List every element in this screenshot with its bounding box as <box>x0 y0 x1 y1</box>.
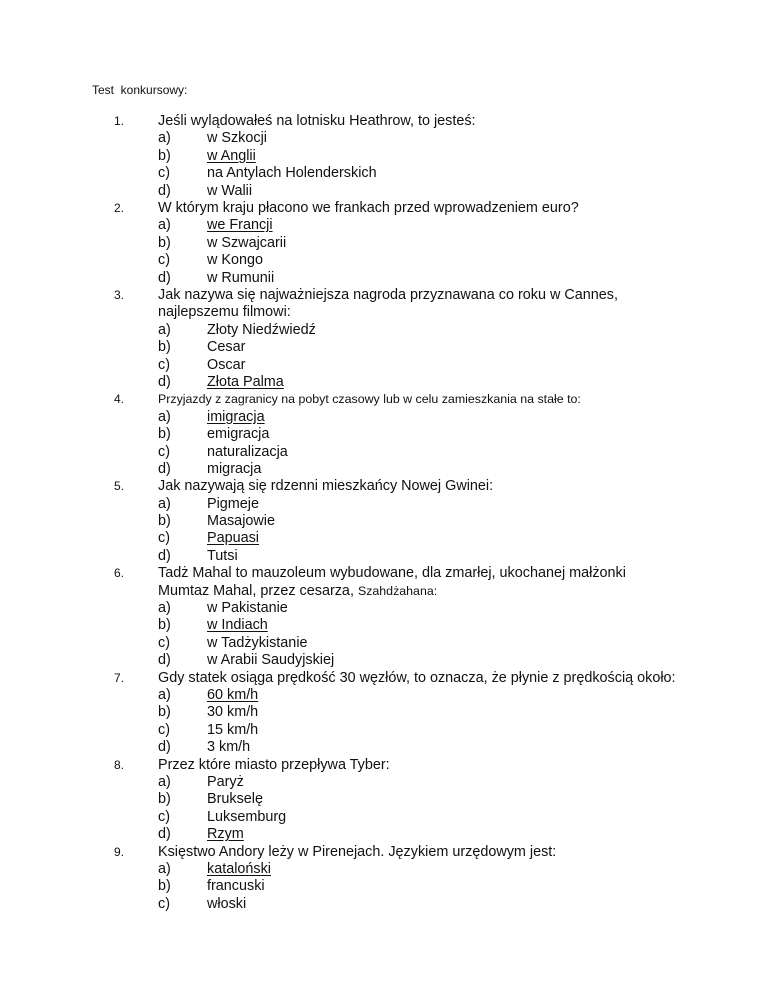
question-9 <box>0 844 768 914</box>
question-text-line: W którym kraju płacono we frankach przed wprowadzeniem euro? <box>158 199 579 216</box>
answer-option <box>0 826 768 843</box>
question-6 <box>0 565 768 669</box>
option-letter: c) <box>158 252 170 269</box>
option-text: Paryż <box>207 774 244 790</box>
option-text: Masajowie <box>207 513 275 530</box>
answer-option <box>0 548 768 565</box>
option-letter: a) <box>158 217 171 234</box>
option-text-correct: Złota Palma <box>207 373 284 390</box>
option-letter: a) <box>158 495 171 512</box>
option-text: w Pakistanie <box>207 600 288 617</box>
answer-option <box>0 426 768 443</box>
question-list <box>0 113 768 913</box>
answer-option <box>0 322 768 339</box>
answer-option <box>0 739 768 756</box>
question-4 <box>0 391 768 478</box>
question-text-line-2: Mumtaz Mahal, przez cesarza, <box>158 582 358 599</box>
answer-option <box>0 652 768 669</box>
option-letter: d) <box>158 460 171 477</box>
option-text-correct: w Anglii <box>207 147 256 164</box>
option-text: w Kongo <box>207 252 264 269</box>
question-text <box>158 844 758 861</box>
option-text: emigracja <box>207 426 270 443</box>
option-letter: c) <box>158 634 170 651</box>
option-letter: c) <box>158 895 170 912</box>
question-text <box>158 287 758 322</box>
question-number: 3. <box>114 287 125 302</box>
question-2 <box>0 200 768 287</box>
option-text-correct: w Indiach <box>207 617 268 634</box>
answer-option <box>0 183 768 200</box>
option-letter: d) <box>158 826 171 843</box>
question-text-line: Gdy statek osiąga prędkość 30 węzłów, to oznacza, że płynie z prędkością około: <box>158 669 676 686</box>
question-8 <box>0 757 768 844</box>
option-letter: c) <box>158 356 170 373</box>
answer-option <box>0 130 768 147</box>
answer-option <box>0 687 768 704</box>
option-text: Cesar <box>207 339 246 356</box>
answer-option <box>0 774 768 791</box>
option-text: w Szkocji <box>207 130 267 147</box>
answer-option <box>0 270 768 287</box>
option-letter: b) <box>158 234 171 251</box>
answer-option <box>0 513 768 530</box>
option-letter: a) <box>158 600 171 617</box>
option-text: w Rumunii <box>207 269 275 286</box>
answer-option <box>0 635 768 652</box>
question-number: 2. <box>114 200 125 215</box>
option-text: Brukselę <box>207 791 263 808</box>
question-text <box>158 391 758 408</box>
option-letter: d) <box>158 652 171 669</box>
question-text <box>158 757 758 774</box>
answer-option <box>0 791 768 808</box>
option-text: w Walii <box>207 182 253 199</box>
option-text: migracja <box>207 460 262 477</box>
option-text: Tutsi <box>207 547 238 564</box>
question-text-line: Jeśli wylądowałeś na lotnisku Heathrow, to jesteś: <box>158 113 476 129</box>
option-text: 3 km/h <box>207 739 251 756</box>
option-text: Złoty Niedźwiedź <box>207 321 316 338</box>
page-title: Test konkursowy: <box>92 83 188 97</box>
option-text-correct: imigracja <box>207 408 265 425</box>
answer-option <box>0 217 768 234</box>
option-letter: b) <box>158 878 171 895</box>
question-5 <box>0 478 768 565</box>
question-number: 7. <box>114 670 125 685</box>
question-text-emphasis: Szahdżahana: <box>357 583 438 598</box>
option-text: w Szwajcarii <box>207 234 287 251</box>
option-text: francuski <box>207 878 265 895</box>
option-letter: d) <box>158 373 171 390</box>
option-text: w Tadżykistanie <box>207 634 308 651</box>
answer-option <box>0 409 768 426</box>
answer-option <box>0 357 768 374</box>
answer-option <box>0 722 768 739</box>
answer-option <box>0 461 768 478</box>
answer-option <box>0 148 768 165</box>
option-text: włoski <box>207 895 247 912</box>
option-text-correct: 60 km/h <box>207 687 259 704</box>
option-letter: a) <box>158 860 171 877</box>
option-text-correct: we Francji <box>207 217 273 234</box>
option-letter: c) <box>158 443 170 460</box>
option-letter: b) <box>158 513 171 530</box>
option-text: Oscar <box>207 356 246 373</box>
question-text <box>158 113 758 130</box>
question-number: 6. <box>114 566 125 581</box>
answer-option <box>0 165 768 182</box>
option-text: Luksemburg <box>207 808 287 825</box>
question-number: 5. <box>114 479 125 494</box>
option-text: 15 km/h <box>207 721 259 738</box>
answer-option <box>0 252 768 269</box>
option-letter: d) <box>158 269 171 286</box>
answer-option <box>0 374 768 391</box>
question-7 <box>0 670 768 757</box>
option-letter: d) <box>158 547 171 564</box>
option-letter: a) <box>158 130 171 147</box>
option-letter: a) <box>158 408 171 425</box>
question-number: 1. <box>114 114 125 128</box>
option-letter: b) <box>158 704 171 721</box>
option-letter: c) <box>158 808 170 825</box>
question-text-line: Przyjazdy z zagranicy na pobyt czasowy lub w celu zamieszkania na stałe to: <box>158 392 581 407</box>
option-letter: d) <box>158 739 171 756</box>
option-letter: c) <box>158 530 170 547</box>
question-text <box>158 670 758 687</box>
question-number: 9. <box>114 844 125 859</box>
answer-option <box>0 530 768 547</box>
question-text-line: Księstwo Andory leży w Pirenejach. Językiem urzędowym jest: <box>158 843 557 860</box>
question-number: 8. <box>114 757 125 772</box>
option-text-correct: Rzym <box>207 826 244 843</box>
answer-option <box>0 496 768 513</box>
answer-option <box>0 704 768 721</box>
answer-option <box>0 861 768 878</box>
option-letter: a) <box>158 321 171 338</box>
option-text: naturalizacja <box>207 443 288 460</box>
question-text-line: Jak nazywają się rdzenni mieszkańcy Nowej Gwinei: <box>158 478 494 495</box>
question-text-line-2: najlepszemu filmowi: <box>158 304 291 321</box>
option-letter: a) <box>158 687 171 704</box>
option-text: Pigmeje <box>207 495 259 512</box>
option-letter: b) <box>158 617 171 634</box>
option-text: 30 km/h <box>207 704 259 721</box>
option-text: w Arabii Saudyjskiej <box>207 652 335 669</box>
option-text: na Antylach Holenderskich <box>207 165 377 182</box>
option-letter: c) <box>158 165 170 182</box>
option-letter: a) <box>158 774 171 790</box>
question-text <box>158 200 758 217</box>
option-text-correct: kataloński <box>207 860 271 877</box>
answer-option <box>0 339 768 356</box>
option-letter: b) <box>158 791 171 808</box>
option-letter: b) <box>158 339 171 356</box>
answer-option <box>0 809 768 826</box>
answer-option <box>0 617 768 634</box>
option-letter: b) <box>158 147 171 164</box>
question-text <box>158 565 758 600</box>
question-text-line: Tadż Mahal to mauzoleum wybudowane, dla zmarłej, ukochanej małżonki <box>158 565 626 582</box>
option-letter: d) <box>158 182 171 199</box>
option-letter: c) <box>158 721 170 738</box>
option-text-correct: Papuasi <box>207 530 260 547</box>
answer-option <box>0 235 768 252</box>
question-text <box>158 478 758 495</box>
answer-option <box>0 444 768 461</box>
answer-option <box>0 896 768 913</box>
question-1 <box>0 113 768 200</box>
question-text-line: Jak nazywa się najważniejsza nagroda przyznawana co roku w Cannes, <box>158 286 618 303</box>
option-letter: b) <box>158 426 171 443</box>
question-number: 4. <box>114 392 125 407</box>
question-text-line: Przez które miasto przepływa Tyber: <box>158 756 390 773</box>
question-3 <box>0 287 768 391</box>
answer-option <box>0 878 768 895</box>
answer-option <box>0 600 768 617</box>
